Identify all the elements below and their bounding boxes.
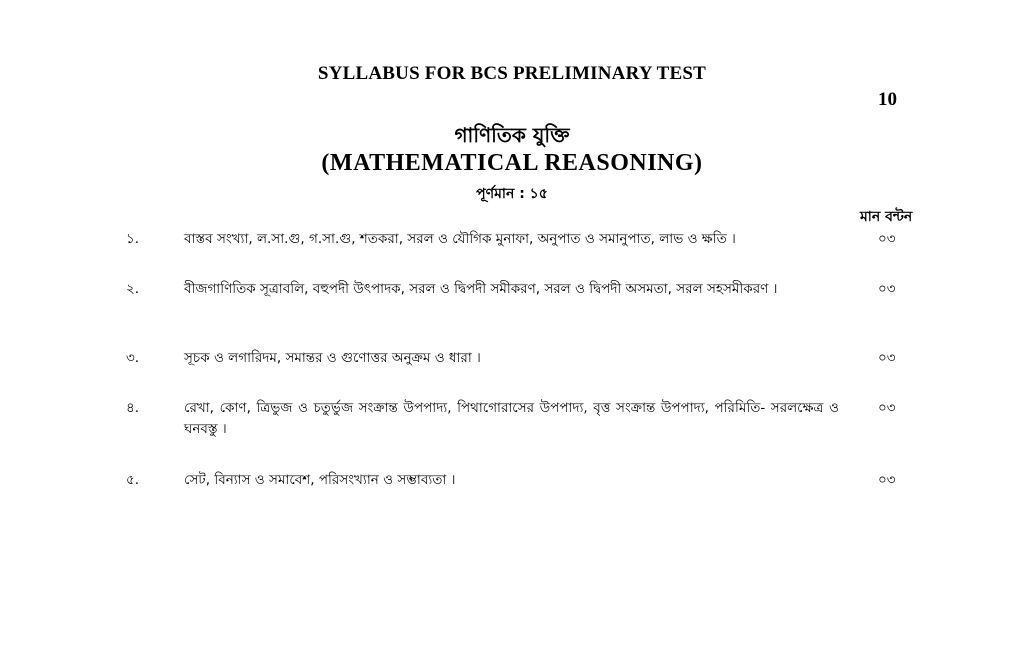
- item-marks: ০৩: [878, 400, 896, 416]
- item-number: ২.: [126, 281, 140, 297]
- item-number: ৪.: [126, 400, 140, 416]
- item-marks: ০৩: [878, 281, 896, 297]
- marks-distribution-header: মান বন্টন: [860, 209, 913, 225]
- document-title: SYLLABUS FOR BCS PRELIMINARY TEST: [317, 63, 707, 84]
- item-number: ৫.: [126, 472, 140, 488]
- item-text: বীজগাণিতিক সূত্রাবলি, বহুপদী উৎপাদক, সরল ও দ্বিপদী সমীকরণ, সরল ও দ্বিপদী অসমতা, সরল সহসমীকরণ ।: [184, 281, 778, 297]
- subject-title-english: (MATHEMATICAL REASONING): [321, 150, 703, 176]
- item-number: ১.: [126, 231, 140, 247]
- item-marks: ০৩: [878, 472, 896, 488]
- subject-title-bengali: গাণিতিক যুক্তি: [454, 123, 570, 147]
- item-text: সূচক ও লগারিদম, সমান্তর ও গুণোত্তর অনুক্রম ও ধারা ।: [184, 350, 481, 366]
- full-marks: পূর্ণমান : ১৫: [476, 186, 548, 202]
- item-text: বাস্তব সংখ্যা, ল.সা.গু, গ.সা.গু, শতকরা, সরল ও যৌগিক মুনাফা, অনুপাত ও সমানুপাত, লাভ ও ক্ষতি ।: [184, 231, 736, 247]
- item-marks: ০৩: [878, 231, 896, 247]
- item-number: ৩.: [126, 350, 140, 366]
- page-number: 10: [878, 89, 897, 110]
- item-text: সেট, বিন্যাস ও সমাবেশ, পরিসংখ্যান ও সম্ভাব্যতা ।: [184, 472, 456, 488]
- item-text: রেখা, কোণ, ত্রিভুজ ও চতুর্ভুজ সংক্রান্ত উপপাদ্য, পিথাগোরাসের উপপাদ্য, বৃত্ত সংক্রান্ত উপপাদ্য, পরিমিতি- সরলক্ষেত্র ও ঘনবস্তু ।: [184, 400, 839, 437]
- item-marks: ০৩: [878, 350, 896, 366]
